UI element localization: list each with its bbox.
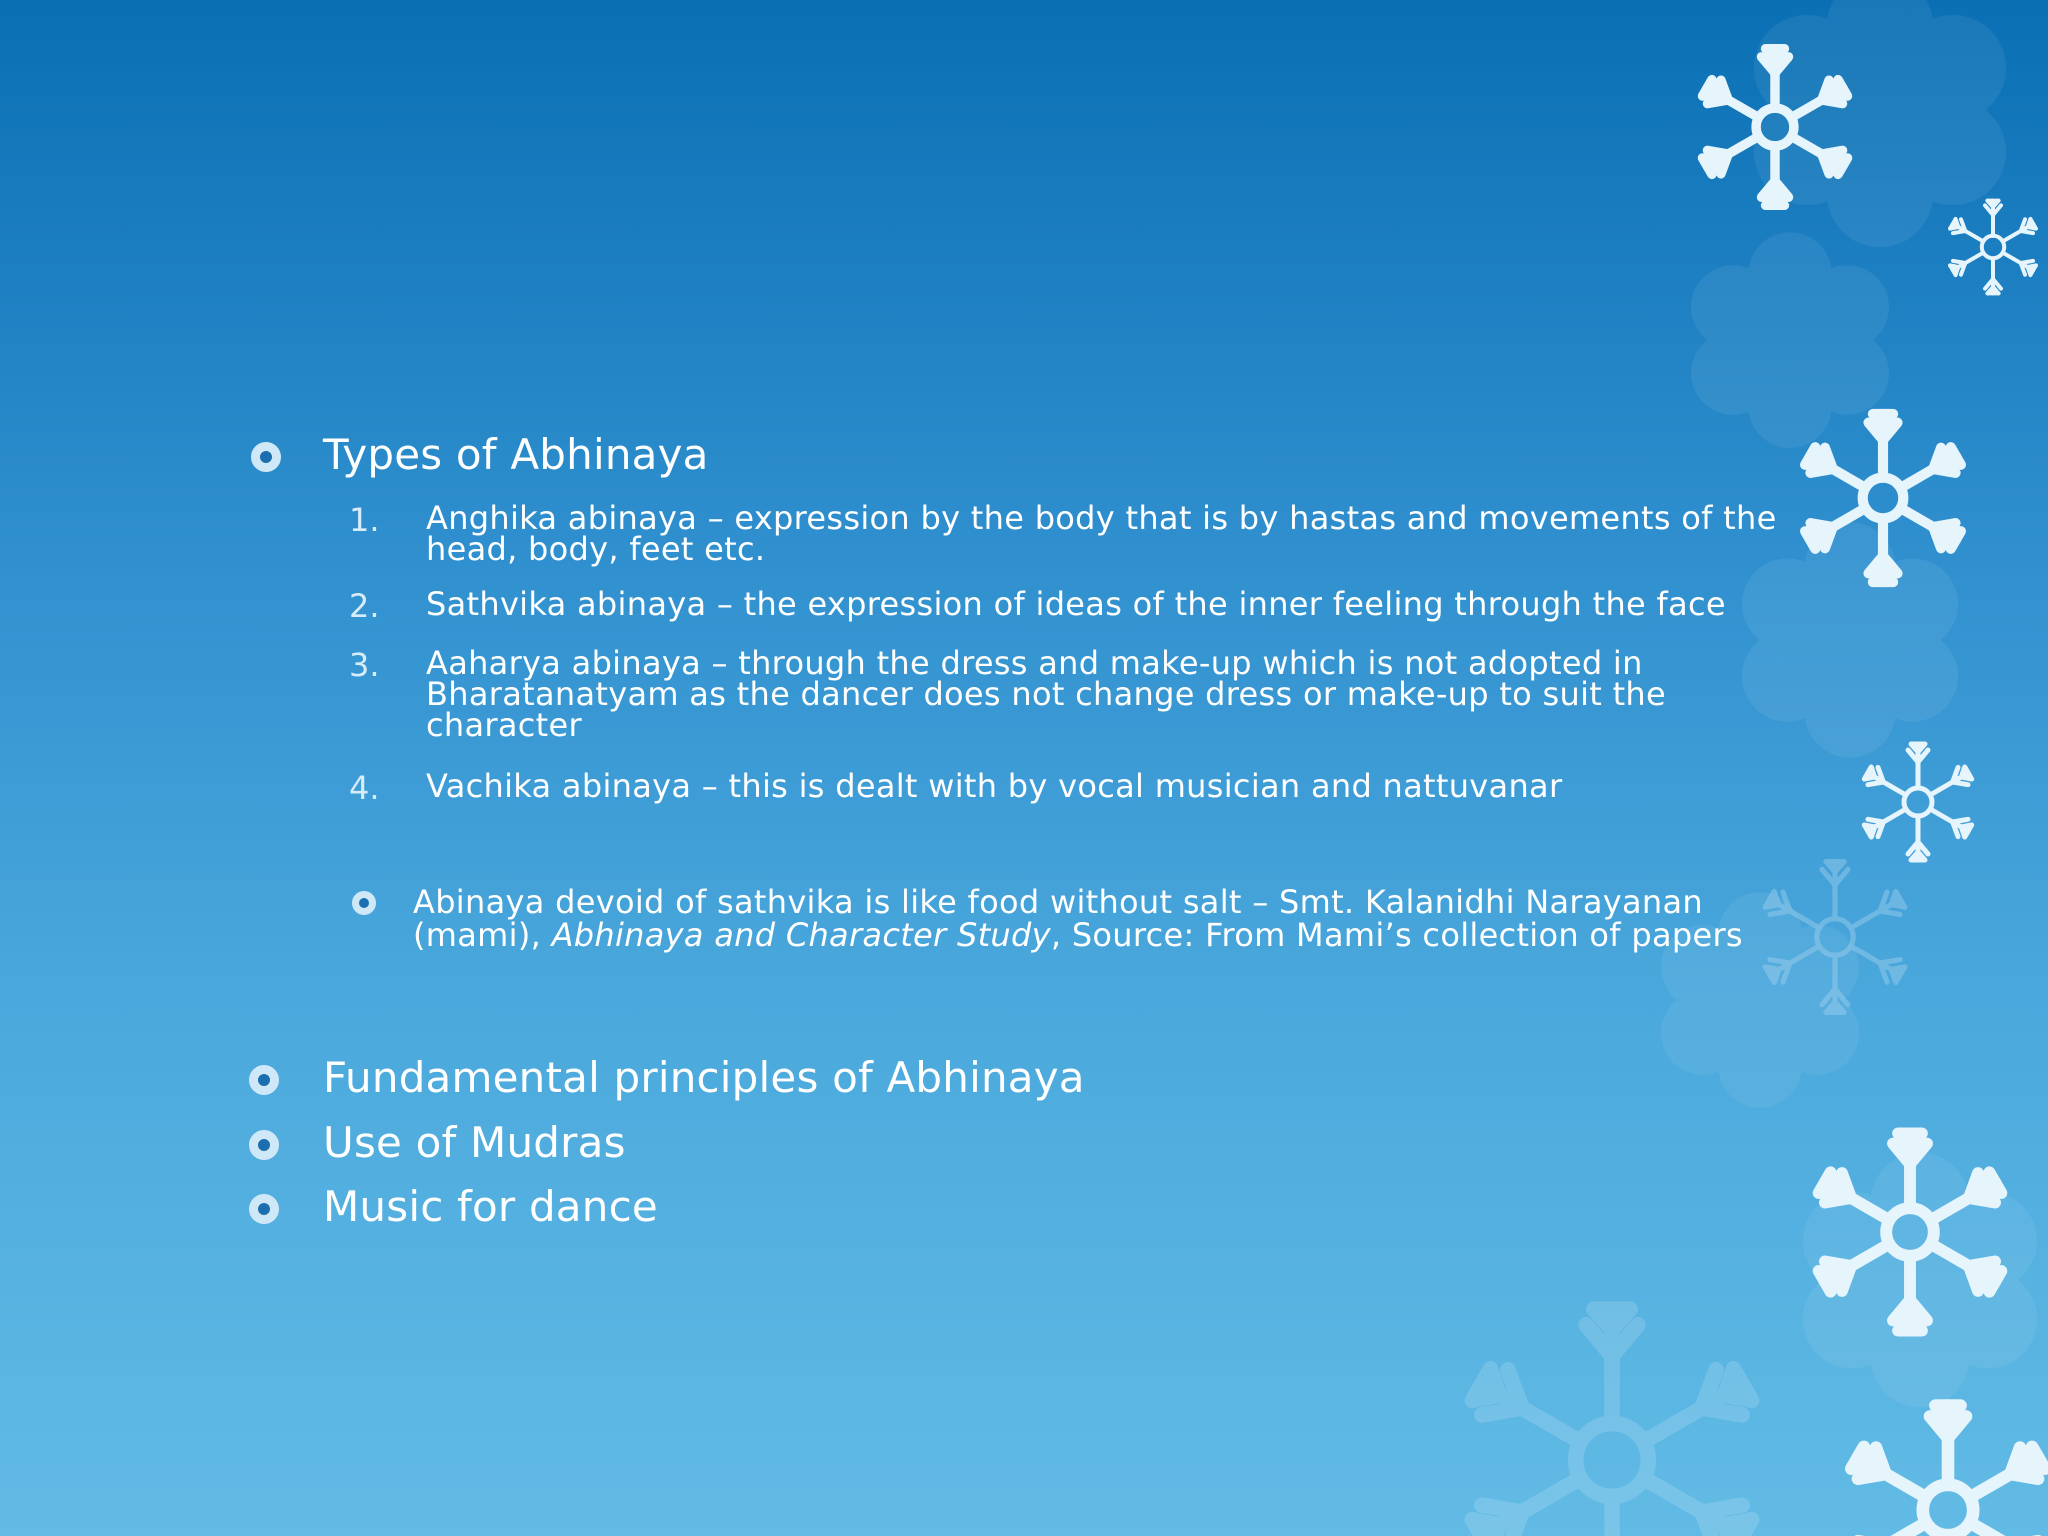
bullet-ring-icon bbox=[251, 442, 281, 472]
bullet-ring-icon bbox=[352, 891, 376, 915]
bullet-music-for-dance: Music for dance bbox=[323, 1182, 658, 1231]
quote-source: , Source: From Mami’s collection of papers bbox=[1050, 916, 1743, 954]
bullet-types-of-abhinaya: Types of Abhinaya bbox=[323, 430, 709, 479]
list-item-aaharya: Aaharya abinaya – through the dress and make-up which is not adopted in Bharatanatyam as the dancer does not change dress or make-up to suit the character bbox=[426, 644, 1667, 744]
quote-main: Abinaya devoid of sathvika is like food without salt – Smt. Kalanidhi Narayanan (mami), bbox=[413, 883, 1703, 954]
list-item-sathvika: Sathvika abinaya – the expression of ideas of the inner feeling through the face bbox=[426, 585, 1726, 623]
quote-source-title: Abhinaya and Character Study bbox=[551, 916, 1051, 954]
list-number: 4. bbox=[349, 769, 380, 807]
list-item-vachika: Vachika abinaya – this is dealt with by vocal musician and nattuvanar bbox=[426, 767, 1563, 805]
bullet-ring-icon bbox=[249, 1194, 279, 1224]
bullet-fundamental-principles: Fundamental principles of Abhinaya bbox=[323, 1053, 1085, 1102]
list-number: 3. bbox=[349, 646, 380, 684]
list-number: 2. bbox=[349, 587, 380, 625]
bullet-ring-icon bbox=[249, 1065, 279, 1095]
list-number: 1. bbox=[349, 501, 380, 539]
bullet-ring-icon bbox=[249, 1130, 279, 1160]
bullet-use-of-mudras: Use of Mudras bbox=[323, 1118, 626, 1167]
quote-text bbox=[413, 883, 1833, 954]
list-item-anghika: Anghika abinaya – expression by the body that is by hastas and movements of the head, body, feet etc. bbox=[426, 499, 1777, 568]
